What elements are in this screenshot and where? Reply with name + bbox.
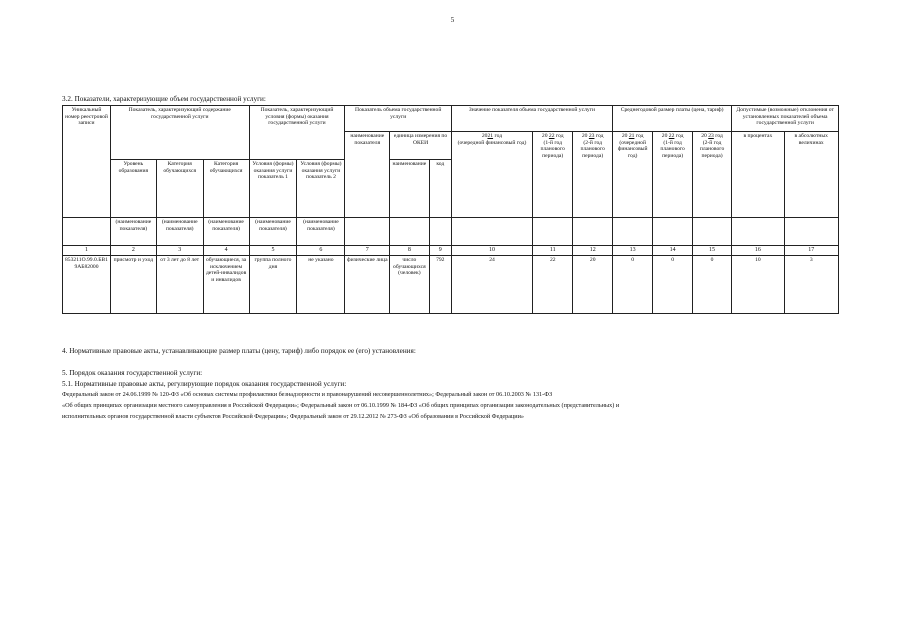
header-fee-y2: 20 22 год (1-й год планового периода) bbox=[653, 132, 692, 218]
section-5: 5. Порядок оказания государственной услуги: bbox=[62, 369, 203, 377]
section-5-1: 5.1. Нормативные правовые акты, регулирующие порядок оказания государственной услуги: bbox=[62, 380, 347, 388]
header-content: Показатель, характеризующий содержание государственной услуги bbox=[110, 106, 249, 160]
header-deviation: Допустимые (возможные) отклонения от установленных показателей объема государственной услуги bbox=[732, 106, 839, 132]
cell-c7: физические лица bbox=[345, 256, 390, 314]
header-value-y3: 20 23 год (2-й год планового периода) bbox=[573, 132, 612, 218]
header-unit-code: код bbox=[429, 160, 451, 218]
col-number: 6 bbox=[297, 246, 345, 256]
cell-c10: 24 bbox=[451, 256, 532, 314]
indicator-name-col2: (наименование показателя) bbox=[110, 218, 156, 246]
col-number: 11 bbox=[532, 246, 573, 256]
header-value-y2: 20 22 год (1-й год планового периода) bbox=[532, 132, 573, 218]
header-vol-name: наименование показателя bbox=[345, 132, 390, 218]
cell-registry-id: 853211О.99.0.БВ19АБ82000 bbox=[63, 256, 111, 314]
header-col4: Категория обучающихся bbox=[203, 160, 249, 218]
law-line: исполнительных органов государственной власти субъектов Российской Федерации»; Федеральный закон от 29.12.2012 № 273-ФЗ «Об образовании в Российской Федерации» bbox=[62, 413, 524, 420]
cell-c2: присмотр и уход bbox=[110, 256, 156, 314]
indicator-name-col4: (наименование показателя) bbox=[203, 218, 249, 246]
page-number: 5 bbox=[450, 16, 455, 24]
cell-c8: число обучающихся (человек) bbox=[390, 256, 429, 314]
header-col3: Категория обучающихся bbox=[156, 160, 203, 218]
cell-c5: группа полного дня bbox=[249, 256, 297, 314]
cell-c11: 22 bbox=[532, 256, 573, 314]
col-number: 10 bbox=[451, 246, 532, 256]
col-number: 2 bbox=[110, 246, 156, 256]
col-number: 4 bbox=[203, 246, 249, 256]
col-number: 14 bbox=[653, 246, 692, 256]
law-line: «Об общих принципах организации местного самоуправления в Российской Федерации»; Федеральный закон от 06.10.1999 № 184-ФЗ «Об общих принципах организации законодательных (представительных) и bbox=[62, 402, 620, 409]
header-unit: единица измерения по ОКЕИ bbox=[390, 132, 452, 160]
col-number: 9 bbox=[429, 246, 451, 256]
col-number: 16 bbox=[732, 246, 784, 256]
header-unique-num: Уникальный номер реестровой записи bbox=[63, 106, 111, 218]
cell-c4: обучающиеся, за исключением детей-инвалидов и инвалидов bbox=[203, 256, 249, 314]
law-line: Федеральный закон от 24.06.1999 № 120-ФЗ «Об основах системы профилактики безнадзорности и правонарушений несовершеннолетних»; Федеральный закон от 06.10.2003 № 131-ФЗ bbox=[62, 391, 553, 398]
section-4: 4. Нормативные правовые акты, устанавливающие размер платы (цену, тариф) либо порядок ее (его) установления: bbox=[62, 347, 416, 355]
header-conditions: Показатель, характеризующий условия (формы) оказания государственной услуги bbox=[249, 106, 345, 160]
col-number: 5 bbox=[249, 246, 297, 256]
header-percent: в процентах bbox=[732, 132, 784, 218]
volume-indicators-table bbox=[62, 105, 839, 314]
header-value: Значение показателя объема государственной услуги bbox=[451, 106, 612, 132]
header-avg-fee: Среднегодовой размер платы (цена, тариф) bbox=[612, 106, 731, 132]
header-col5: Условия (формы) оказания услуги показатель 1 bbox=[249, 160, 297, 218]
cell-c6: не указано bbox=[297, 256, 345, 314]
cell-c13: 0 bbox=[612, 256, 653, 314]
header-unit-name: наименование bbox=[390, 160, 429, 218]
col-number: 7 bbox=[345, 246, 390, 256]
col-number: 3 bbox=[156, 246, 203, 256]
col-number: 8 bbox=[390, 246, 429, 256]
header-col2: Уровень образования bbox=[110, 160, 156, 218]
col-number: 12 bbox=[573, 246, 612, 256]
indicator-name-col3: (наименование показателя) bbox=[156, 218, 203, 246]
header-fee-y1: 20 21 год (очередной финансовый год) bbox=[612, 132, 653, 218]
section-title: 3.2. Показатели, характеризующие объем государственной услуги: bbox=[62, 95, 266, 103]
header-fee-y3: 20 23 год (2-й год планового периода) bbox=[692, 132, 731, 218]
cell-c9: 792 bbox=[429, 256, 451, 314]
indicator-name-col5: (наименование показателя) bbox=[249, 218, 297, 246]
cell-c14: 0 bbox=[653, 256, 692, 314]
col-number: 13 bbox=[612, 246, 653, 256]
cell-c16: 10 bbox=[732, 256, 784, 314]
cell-c3: от 3 лет до 8 лет bbox=[156, 256, 203, 314]
header-value-y1: 2021 год (очередной финансовый год) bbox=[451, 132, 532, 218]
col-number: 15 bbox=[692, 246, 731, 256]
cell-c17: 3 bbox=[784, 256, 839, 314]
col-number: 17 bbox=[784, 246, 839, 256]
header-abs: в абсолютных величинах bbox=[784, 132, 839, 218]
header-col6: Условия (формы) оказания услуги показатель 2 bbox=[297, 160, 345, 218]
cell-c12: 20 bbox=[573, 256, 612, 314]
col-number: 1 bbox=[63, 246, 111, 256]
cell-c15: 0 bbox=[692, 256, 731, 314]
indicator-name-col6: (наименование показателя) bbox=[297, 218, 345, 246]
header-volume: Показатель объема государственной услуги bbox=[345, 106, 452, 132]
